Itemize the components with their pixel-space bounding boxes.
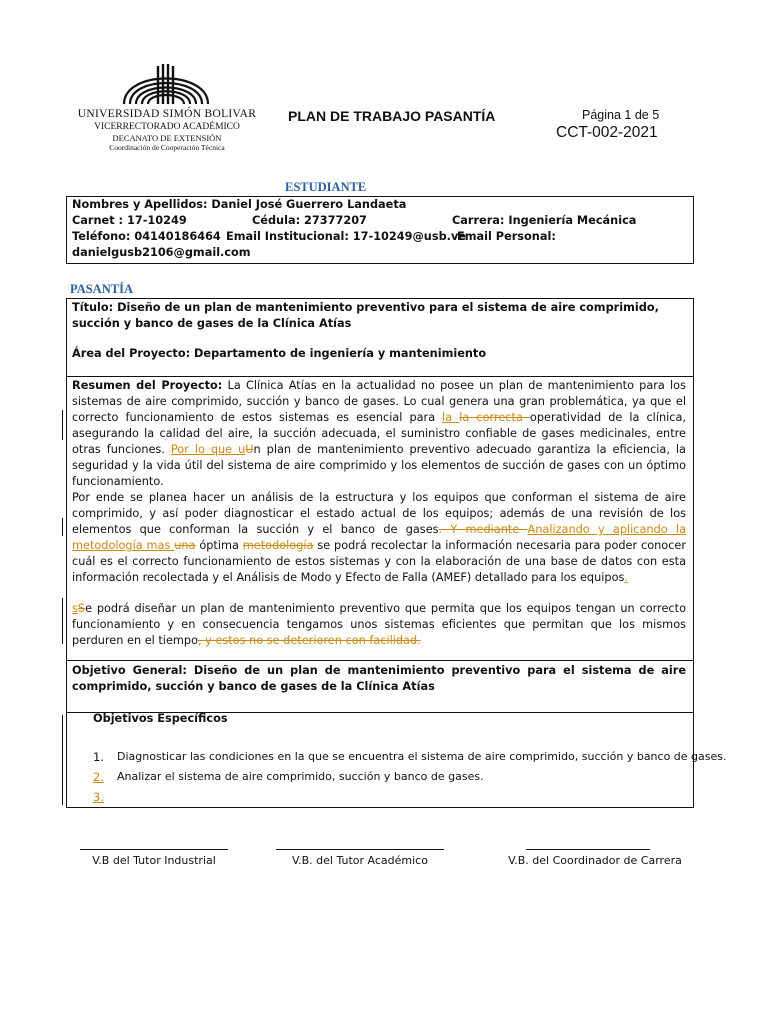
objective-2-number: 2. (93, 770, 104, 784)
signature-line-tutor-industrial (80, 849, 228, 850)
resumen-text: óptima (195, 539, 243, 552)
inserted-text: la (442, 411, 460, 424)
university-logo (118, 56, 214, 106)
objetivo-general: Objetivo General: Diseño de un plan de mantenimiento preventivo para el sistema de aire comprimido, succión y banco de gases de la Clínica Atías (72, 664, 686, 693)
resumen-paragraph-2 (72, 490, 686, 586)
objective-2: Analizar el sistema de aire comprimido, succión y banco de gases. (117, 770, 484, 783)
divider-resumen (66, 376, 694, 377)
resumen-paragraph-3 (72, 601, 686, 649)
change-bar (62, 518, 63, 536)
change-bar (62, 410, 63, 440)
resumen-text: La Clínica Atías en la actualidad no posee un plan de mantenimiento para los sistemas de aire comprimido, succión y banco de gases. Lo cual genera una gran problemática, ya que el correcto funcionamiento de estos sistemas es esencial para (72, 379, 686, 424)
inserted-text: Analizando y aplicando la metodología mas (72, 523, 686, 552)
deleted-text: una (174, 539, 196, 552)
pasantia-section-title: PASANTÍA (70, 282, 133, 296)
student-cedula: Cédula: 27377207 (252, 214, 367, 227)
university-name: UNIVERSIDAD SIMÓN BOLIVAR (77, 108, 257, 120)
change-bar (62, 598, 63, 644)
divider-objetivo-general (66, 660, 694, 661)
resumen-text: operatividad de la clínica, asegurando la calidad del aire, la succión adecuada, el suministro confiable de gases medicinales, entre otras funciones. (72, 411, 686, 456)
deleted-text: metodología (242, 539, 314, 552)
page-number: Página 1 de 5 (582, 108, 660, 122)
objective-3-number: 3. (93, 790, 104, 804)
inserted-text: s (72, 602, 78, 615)
objective-1-number: 1. (93, 750, 104, 764)
student-carrera: Carrera: Ingeniería Mecánica (452, 214, 637, 227)
resumen-text: e podrá diseñar un plan de mantenimiento preventivo que permita que los equipos tengan un correcto funcionamiento y en consecuencia tengamos unos sistemas eficientes que permitan que los mismos perduren en el tiempo (72, 602, 686, 647)
student-email-institucional: Email Institucional: 17-10249@usb.ve (226, 230, 466, 243)
student-name: Nombres y Apellidos: Daniel José Guerrero Landaeta (72, 198, 407, 211)
document-code: CCT-002-2021 (556, 124, 658, 141)
student-telefono: Teléfono: 04140186464 (72, 230, 221, 243)
resumen-text: Por ende se planea hacer un análisis de la estructura y los equipos que conforman el sistema de aire comprimido, y así poder diagnosticar el estado actual de los equipos; además de una revisión de los elementos que conforman la succión y el banco de gases (72, 491, 686, 536)
inserted-text: Por lo que u (170, 443, 246, 456)
decanato: DECANATO DE EXTENSIÓN (112, 133, 222, 143)
objetivos-especificos-title: Objetivos Específicos (93, 712, 228, 725)
deleted-text: S (77, 602, 86, 615)
document-title: PLAN DE TRABAJO PASANTÍA (288, 108, 496, 124)
coordinacion: Coordinación de Cooperación Técnica (109, 143, 225, 152)
resumen-text: se podrá recolectar la información necesaria para poder conocer cuál es el correcto funcionamiento de estos sistemas y con la elaboración de una base de datos con esta información recolectada y el Análisis de Modo y Efecto de Falla (AMEF) detallado para los equipos (72, 539, 687, 584)
signature-tutor-academico: V.B. del Tutor Académico (292, 854, 428, 867)
signature-tutor-industrial: V.B del Tutor Industrial (92, 854, 216, 867)
signature-coordinador: V.B. del Coordinador de Carrera (508, 854, 682, 867)
vicerrectorado: VICERRECTORADO ACADÉMICO (94, 122, 240, 132)
student-section-title: ESTUDIANTE (285, 180, 367, 194)
project-area: Área del Proyecto: Departamento de ingeniería y mantenimiento (72, 347, 487, 360)
student-carnet: Carnet : 17-10249 (72, 214, 187, 227)
objective-1: Diagnosticar las condiciones en la que se encuentra el sistema de aire comprimido, succión y banco de gases. (117, 750, 727, 763)
deleted-text: U (245, 443, 254, 456)
resumen-text: n plan de mantenimiento preventivo adecuado garantiza la eficiencia, la seguridad y la vida útil del sistema de aire comprimido y los elementos de succión de gases con un óptimo funcionamiento. (72, 443, 686, 488)
student-email-personal: danielgusb2106@gmail.com (72, 246, 251, 259)
signature-line-coordinador (526, 849, 650, 850)
resumen-label: Resumen del Proyecto: (72, 379, 223, 392)
resumen-paragraph-1 (72, 378, 686, 490)
signature-line-tutor-academico (276, 849, 444, 850)
inserted-text: . (624, 571, 628, 584)
deleted-text: . Y mediante (438, 523, 528, 536)
student-email-personal-label: Email Personal: (457, 230, 556, 243)
deleted-text: , y estos no se deterioren con facilidad. (197, 634, 421, 647)
project-title: Título: Diseño de un plan de mantenimiento preventivo para el sistema de aire comprimido, succión y banco de gases de la Clínica Atías (72, 301, 659, 330)
deleted-text: la correcta (459, 411, 530, 424)
change-bar (62, 715, 63, 805)
